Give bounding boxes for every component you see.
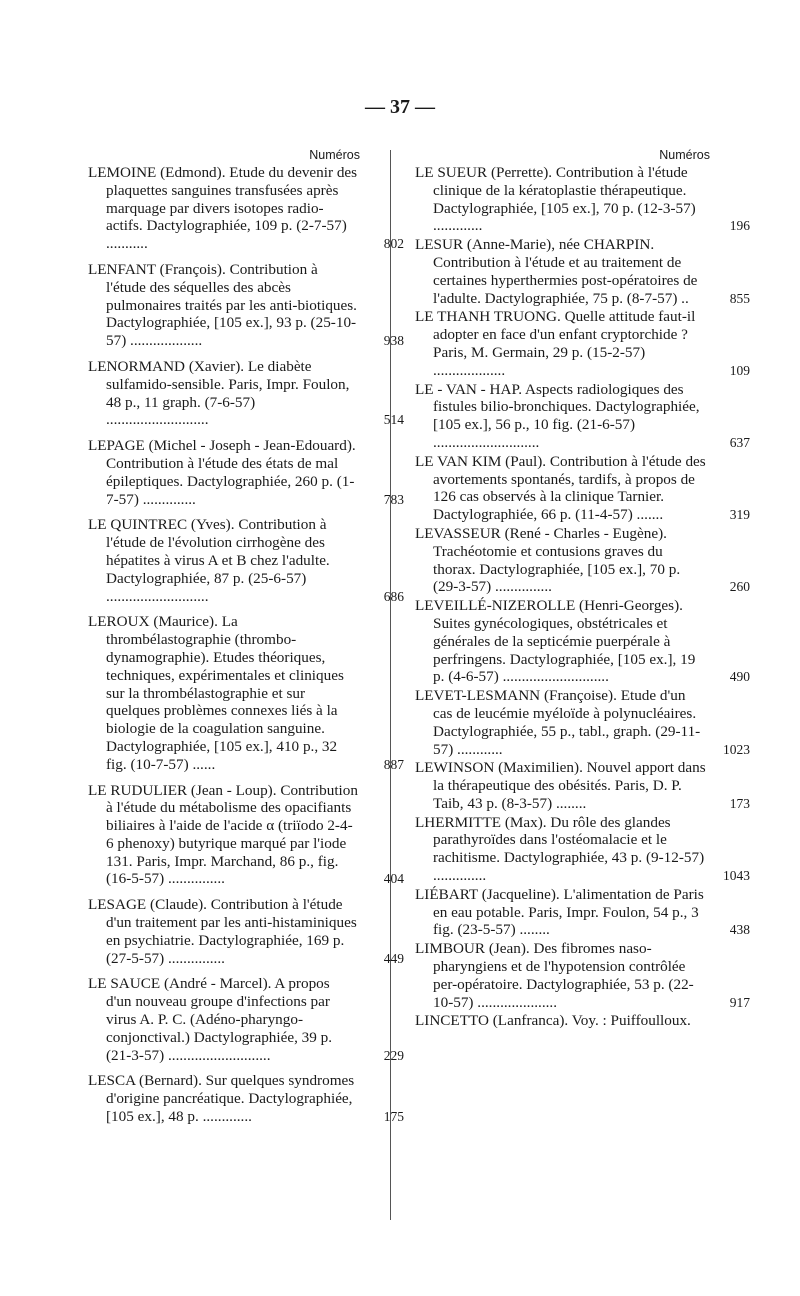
bibliography-entry bbox=[415, 759, 750, 812]
entry-text: LHERMITTE (Max). Du rôle des glandes parathyroïdes dans l'ostéomalacie et le rachitisme. Dactylographiée, 43 p. (9-12-57) .............. bbox=[415, 813, 705, 885]
bibliography-entry bbox=[415, 813, 750, 885]
entry-number: 1023 bbox=[723, 741, 750, 757]
entry-text: LE QUINTREC (Yves). Contribution à l'étude de l'évolution cirrhogène des hépatites à virus A et B chez l'adulte. Dactylographiée, 87 p. (25-6-57) ........................... bbox=[88, 516, 330, 605]
numeros-header: Numéros bbox=[309, 148, 360, 162]
entry-number: 449 bbox=[383, 950, 404, 966]
entry-number: 109 bbox=[729, 362, 750, 378]
bibliography-entry bbox=[88, 164, 404, 253]
entry-text: LE SAUCE (André - Marcel). A propos d'un nouveau groupe d'infections par virus A. P. C. (Adéno-pharyngo-conjonctival.) Dactylographiée, 39 p. (21-3-57) ........................... bbox=[88, 975, 333, 1064]
page-number: — 37 — bbox=[365, 96, 435, 118]
entry-text: LENFANT (François). Contribution à l'étude des séquelles des abcès pulmonaires traités par les anti-biotiques. Dactylographiée, [105 ex.], 93 p. (25-10-57) ................... bbox=[88, 260, 357, 350]
entry-number: 404 bbox=[383, 871, 404, 887]
right-column bbox=[415, 148, 750, 1031]
entry-text: LESCA (Bernard). Sur quelques syndromes d'origine pancréatique. Dactylographiée, [105 ex.], 48 p. ............. bbox=[88, 1072, 355, 1126]
entry-number: 938 bbox=[383, 333, 404, 349]
entry-text: LEPAGE (Michel - Joseph - Jean-Edouard). Contribution à l'étude des états de mal épileptiques. Dactylographiée, 260 p. (1-7-57) .............. bbox=[88, 437, 356, 508]
entry-text: LE THANH TRUONG. Quelle attitude faut-il adopter en face d'un enfant cryptorchide ? Paris, M. Germain, 29 p. (15-2-57) ................... bbox=[415, 308, 696, 379]
entry-number: 855 bbox=[729, 290, 750, 306]
entry-number: 802 bbox=[383, 236, 404, 252]
bibliography-entry bbox=[415, 236, 750, 307]
entry-text: LEVEILLÉ-NIZEROLLE (Henri-Georges). Suites gynécologiques, obstétricales et générales de la septicémie puerpérale à perfringens. Dactylographiée, [105 ex.], 19 p. (4-6-57) ............................ bbox=[415, 597, 696, 686]
entry-list bbox=[415, 164, 750, 1030]
entry-number: 514 bbox=[383, 412, 404, 428]
numeros-header: Numéros bbox=[659, 148, 710, 162]
bibliography-entry bbox=[88, 781, 404, 889]
bibliography-entry bbox=[88, 516, 404, 605]
bibliography-entry bbox=[88, 1072, 404, 1126]
entry-text: LESAGE (Claude). Contribution à l'étude d'un traitement par les anti-histaminiques en psychiatrie. Dactylographiée, 169 p. (27-5-57) ............... bbox=[88, 896, 357, 967]
bibliography-entry bbox=[88, 357, 404, 429]
entry-text: LINCETTO (Lanfranca). Voy. : Puiffoulloux. bbox=[415, 1012, 691, 1030]
entry-number: 783 bbox=[383, 491, 404, 507]
bibliography-entry bbox=[415, 380, 750, 452]
entry-text: LE SUEUR (Perrette). Contribution à l'étude clinique de la kératoplastie thérapeutique. Dactylographiée, [105 ex.], 70 p. (12-3-57) ............. bbox=[415, 164, 696, 235]
entry-number: 438 bbox=[729, 922, 750, 938]
bibliography-entry bbox=[88, 975, 404, 1064]
entry-text: LIMBOUR (Jean). Des fibromes naso-pharyngiens et de l'hypotension contrôlée per-opératoire. Dactylographiée, 53 p. (22-10-57) ..................... bbox=[415, 940, 694, 1011]
bibliography-entry bbox=[415, 687, 750, 758]
entry-text: LEVET-LESMANN (Françoise). Etude d'un cas de leucémie myéloïde à polynucléaires. Dactylographiée, 55 p., tabl., graph. (29-11-57) ............ bbox=[415, 687, 701, 758]
bibliography-entry bbox=[415, 452, 750, 524]
bibliography-entry bbox=[415, 885, 750, 939]
entry-number: 173 bbox=[729, 795, 750, 811]
entry-number: 196 bbox=[729, 218, 750, 234]
bibliography-entry bbox=[415, 524, 750, 596]
entry-text: LEVASSEUR (René - Charles - Eugène). Trachéotomie et contusions graves du thorax. Dactylographiée, [105 ex.], 70 p. (29-3-57) ............... bbox=[415, 524, 681, 596]
entry-text: LE - VAN - HAP. Aspects radiologiques des fistules bilio-bronchiques. Dactylographiée, [105 ex.], 56 p., 10 fig. (21-6-57) ............................ bbox=[415, 380, 700, 451]
entry-text: LE VAN KIM (Paul). Contribution à l'étude des avortements spontanés, tardifs, à propos de 126 cas observés à la clinique Tarnier. Dactylographiée, 66 p. (11-4-57) ....... bbox=[415, 452, 706, 524]
entry-text: LEMOINE (Edmond). Etude du devenir des plaquettes sanguines transfusées après marquage par divers isotopes radio-actifs. Dactylographiée, 109 p. (2-7-57) ........... bbox=[88, 164, 358, 253]
bibliography-entry bbox=[88, 896, 404, 967]
entry-text: LENORMAND (Xavier). Le diabète sulfamido-sensible. Paris, Impr. Foulon, 48 p., 11 graph. (7-6-57) ........................... bbox=[88, 357, 350, 429]
left-column bbox=[88, 148, 404, 1134]
entry-number: 175 bbox=[383, 1109, 404, 1125]
bibliography-entry bbox=[415, 597, 750, 686]
entry-text: LEROUX (Maurice). La thrombélastographie (thrombo-dynamographie). Etudes théoriques, techniques, expérimentales et cliniques sur la thrombélastographie et sur quelques problèmes connexes liés à la biologie de la coagulation sanguine. Dactylographiée, [105 ex.], 410 p., 32 fig. (10-7-57) ...... bbox=[88, 613, 344, 773]
bibliography-entry bbox=[415, 308, 750, 379]
entry-number: 887 bbox=[383, 756, 404, 772]
entry-text: LIÉBART (Jacqueline). L'alimentation de Paris en eau potable. Paris, Impr. Foulon, 54 p., 3 fig. (23-5-57) ........ bbox=[415, 885, 704, 939]
entry-list bbox=[88, 164, 404, 1126]
entry-number: 229 bbox=[383, 1047, 404, 1063]
bibliography-entry bbox=[415, 940, 750, 1011]
bibliography-entry bbox=[88, 260, 404, 350]
entry-number: 1043 bbox=[723, 868, 750, 884]
entry-number: 490 bbox=[729, 669, 750, 685]
bibliography-entry bbox=[415, 1012, 710, 1030]
bibliography-entry bbox=[415, 164, 750, 235]
entry-number: 260 bbox=[729, 579, 750, 595]
bibliography-entry bbox=[88, 613, 404, 773]
entry-number: 686 bbox=[383, 588, 404, 604]
entry-text: LESUR (Anne-Marie), née CHARPIN. Contribution à l'étude et au traitement de certaines hyperthermies post-opératoires de l'adulte. Dactylographiée, 75 p. (8-7-57) .. bbox=[415, 236, 698, 307]
entry-number: 319 bbox=[729, 507, 750, 523]
entry-text: LEWINSON (Maximilien). Nouvel apport dans la thérapeutique des obésités. Paris, D. P. Taib, 43 p. (8-3-57) ........ bbox=[415, 759, 706, 812]
entry-text: LE RUDULIER (Jean - Loup). Contribution à l'étude du métabolisme des opacifiants biliaires à l'aide de l'acide α (triïodo 2-4-6 phenoxy) butyrique marqué par l'iode 131. Paris, Impr. Marchand, 86 p., fig. (16-5-57) ............... bbox=[88, 781, 358, 888]
bibliography-entry bbox=[88, 437, 404, 508]
entry-number: 917 bbox=[729, 994, 750, 1010]
entry-number: 637 bbox=[729, 434, 750, 450]
